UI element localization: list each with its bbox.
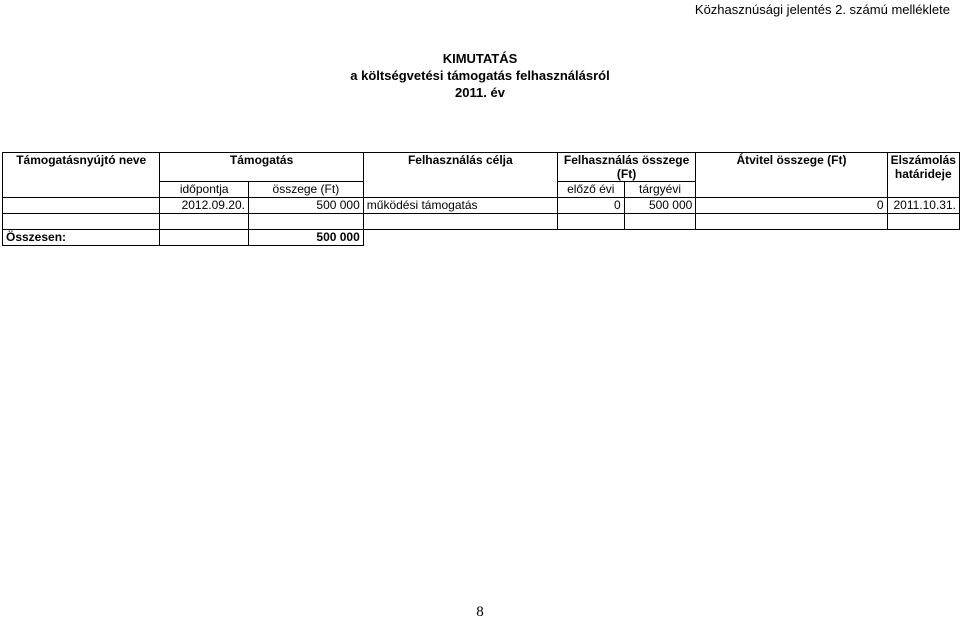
cell-amount: 500 000 xyxy=(248,198,363,214)
total-label: Összesen: xyxy=(3,230,160,246)
cell-deadline: 2011.10.31. xyxy=(887,198,959,214)
usage-amount-unit: (Ft) xyxy=(616,167,637,181)
cell-transfer: 0 xyxy=(696,198,887,214)
cell-date: 2012.09.20. xyxy=(160,198,249,214)
col-header-grant: Támogatás xyxy=(160,153,363,182)
usage-amount-label: Felhasználás összege xyxy=(563,153,690,167)
page-number: 8 xyxy=(476,604,484,620)
header-row xyxy=(3,153,960,182)
cell-current-year: 500 000 xyxy=(624,198,696,214)
subheader-current-year: tárgyévi xyxy=(624,182,696,198)
col-header-deadline xyxy=(887,153,959,182)
deadline-label-2: határideje xyxy=(894,167,952,181)
annex-label: Közhasznúsági jelentés 2. számú melléklete xyxy=(694,2,950,17)
empty-row xyxy=(3,214,960,230)
document-subtitle: a költségvetési támogatás felhasználásról xyxy=(350,68,610,83)
subheader-date: időpontja xyxy=(160,182,249,198)
col-header-purpose: Felhasználás célja xyxy=(363,153,557,182)
subheader-amount: összege (Ft) xyxy=(248,182,363,198)
col-header-transfer: Átvitel összege (Ft) xyxy=(696,153,887,182)
deadline-label: Elszámolás xyxy=(890,153,956,167)
cell-purpose: működési támogatás xyxy=(363,198,557,214)
document-title: KIMUTATÁS xyxy=(442,51,518,66)
col-header-usage-amount xyxy=(557,153,696,182)
subheader-previous-year: előző évi xyxy=(557,182,624,198)
subheader-row xyxy=(3,182,960,198)
col-header-grantor: Támogatásnyújtó neve xyxy=(3,153,160,182)
document-year: 2011. év xyxy=(455,85,505,100)
cell-grantor xyxy=(3,198,160,214)
total-row xyxy=(3,230,960,246)
grant-usage-table xyxy=(2,152,960,246)
total-amount: 500 000 xyxy=(248,230,363,246)
table-row xyxy=(3,198,960,214)
cell-previous-year: 0 xyxy=(557,198,624,214)
